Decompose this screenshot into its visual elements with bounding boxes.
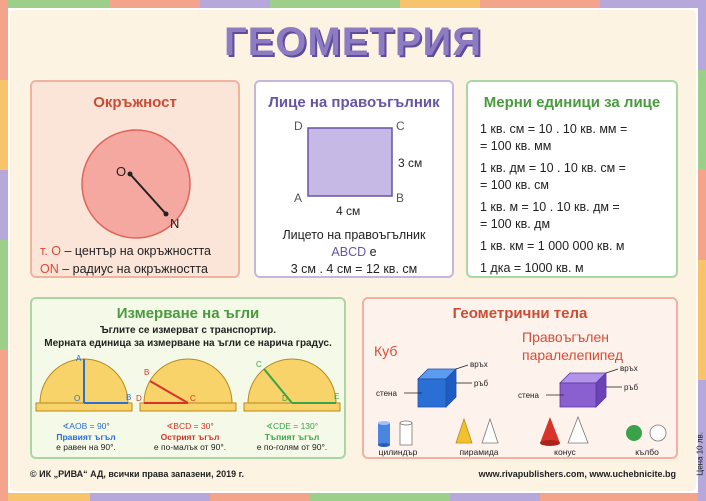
units-title: Мерни единици за лице (483, 94, 661, 111)
units-line: 1 кв. см = 10 . 10 кв. мм = (480, 122, 628, 136)
svg-text:връх: връх (470, 360, 488, 369)
units-line: = 100 кв. дм (480, 217, 551, 231)
sphere-shapes (626, 425, 666, 441)
svg-text:D: D (282, 394, 288, 403)
rectangle-text-3: 3 см . 4 см = 12 кв. см (290, 262, 418, 276)
units-line: 1 дка = 1000 кв. м (480, 261, 584, 275)
pyramid-label: пирамида (459, 447, 499, 457)
center-point (128, 172, 133, 177)
units-line: 1 кв. км = 1 000 000 кв. м (480, 239, 625, 253)
vertex-a: A (294, 191, 303, 205)
rectangle-panel (254, 80, 454, 278)
frame-bottom (0, 493, 706, 501)
circle-line-1: т. О – център на окръжността (40, 244, 211, 258)
pyramid-shapes (456, 419, 498, 443)
rectangle-text-1: Лицето на правоъгълник (282, 228, 426, 242)
side-right-label: 3 см (398, 156, 423, 170)
svg-text:E: E (334, 392, 340, 401)
center-label: O (116, 164, 127, 179)
circle-figure (32, 116, 238, 246)
angle-desc-obtuse: е по-голям от 90°. (256, 442, 328, 452)
box-shape (518, 364, 638, 407)
page-title: ГЕОМЕТРИЯ (223, 20, 483, 64)
angles-subtitle-2: Мерната единица за измерване на ъгли се нарича градус. (44, 338, 332, 349)
svg-text:стена: стена (376, 389, 397, 398)
frame-left (0, 0, 8, 501)
svg-text:C: C (190, 394, 196, 403)
svg-text:стена: стена (518, 391, 539, 400)
rectangle-shape (308, 128, 392, 196)
box-label-2: паралелепипед (522, 347, 624, 363)
protractors (32, 353, 344, 425)
website-links: www.rivapublishers.com, www.uchebnicite.bg (478, 469, 676, 479)
rectangle-text-2: ABCD е (331, 245, 377, 259)
svg-text:A: A (76, 354, 82, 363)
copyright-text: © ИК „РИВА“ АД, всички права запазени, 2019 г. (30, 469, 244, 479)
units-line: = 100 кв. мм (480, 139, 552, 153)
circle-line-2: ON – радиус на окръжността (40, 262, 208, 276)
angles-panel (30, 297, 346, 459)
solids-title: Геометрични тела (452, 305, 588, 322)
protractor-obtuse-angle (244, 359, 340, 411)
units-line: 1 кв. дм = 10 . 10 кв. см = (480, 161, 626, 175)
solids-figures (364, 339, 676, 459)
svg-text:O: O (74, 394, 81, 403)
angle-eq-obtuse: ∢CDE = 130° (265, 421, 319, 431)
cone-shapes (540, 417, 588, 446)
svg-text:C: C (256, 360, 262, 369)
angles-title: Измерване на ъгли (116, 305, 260, 322)
cube-label: Куб (374, 343, 398, 359)
angle-eq-right: ∢AOB = 90° (62, 421, 110, 431)
frame-top (0, 0, 706, 8)
angle-desc-right: е равен на 90°. (56, 442, 116, 452)
cylinder-shapes (378, 421, 412, 447)
units-line: 1 кв. м = 10 . 10 кв. дм = (480, 200, 620, 214)
price-label: Цена 10 лв. (696, 432, 705, 476)
protractor-right-angle (36, 354, 132, 411)
circle-title: Окръжност (93, 94, 177, 111)
units-line: = 100 кв. см (480, 178, 550, 192)
svg-text:ръб: ръб (474, 379, 489, 388)
angle-desc-acute: е по-малък от 90°. (153, 442, 227, 452)
frame-right (698, 0, 706, 501)
circle-panel (30, 80, 240, 278)
cylinder-label: цилиндър (378, 447, 418, 457)
point-n-label: N (170, 216, 180, 231)
cube-shape (376, 360, 488, 407)
vertex-d: D (294, 119, 303, 133)
rectangle-title: Лице на правоъгълник (268, 94, 440, 111)
box-label-1: Правоъгълен (522, 329, 609, 345)
angles-subtitle-1: Ъглите се измерват с транспортир. (99, 325, 276, 336)
angle-name-right: Правият ъгъл (56, 432, 116, 442)
svg-text:ръб: ръб (624, 383, 639, 392)
solids-panel (362, 297, 678, 459)
angle-name-obtuse: Тъпият ъгъл (264, 432, 320, 442)
sphere-label: кълбо (635, 447, 659, 457)
svg-text:B: B (126, 393, 132, 402)
angle-eq-acute: ∢BCD = 30° (166, 421, 214, 431)
svg-text:B: B (144, 368, 150, 377)
svg-text:връх: връх (620, 364, 638, 373)
cone-label: конус (554, 447, 576, 457)
rectangle-figure (256, 114, 452, 224)
vertex-b: B (396, 191, 405, 205)
units-panel (466, 80, 678, 278)
vertex-c: C (396, 119, 405, 133)
protractor-acute-angle (136, 359, 236, 411)
side-bottom-label: 4 см (336, 204, 361, 218)
svg-text:D: D (136, 394, 142, 403)
angle-name-acute: Острият ъгъл (160, 432, 220, 442)
point-n (164, 212, 169, 217)
